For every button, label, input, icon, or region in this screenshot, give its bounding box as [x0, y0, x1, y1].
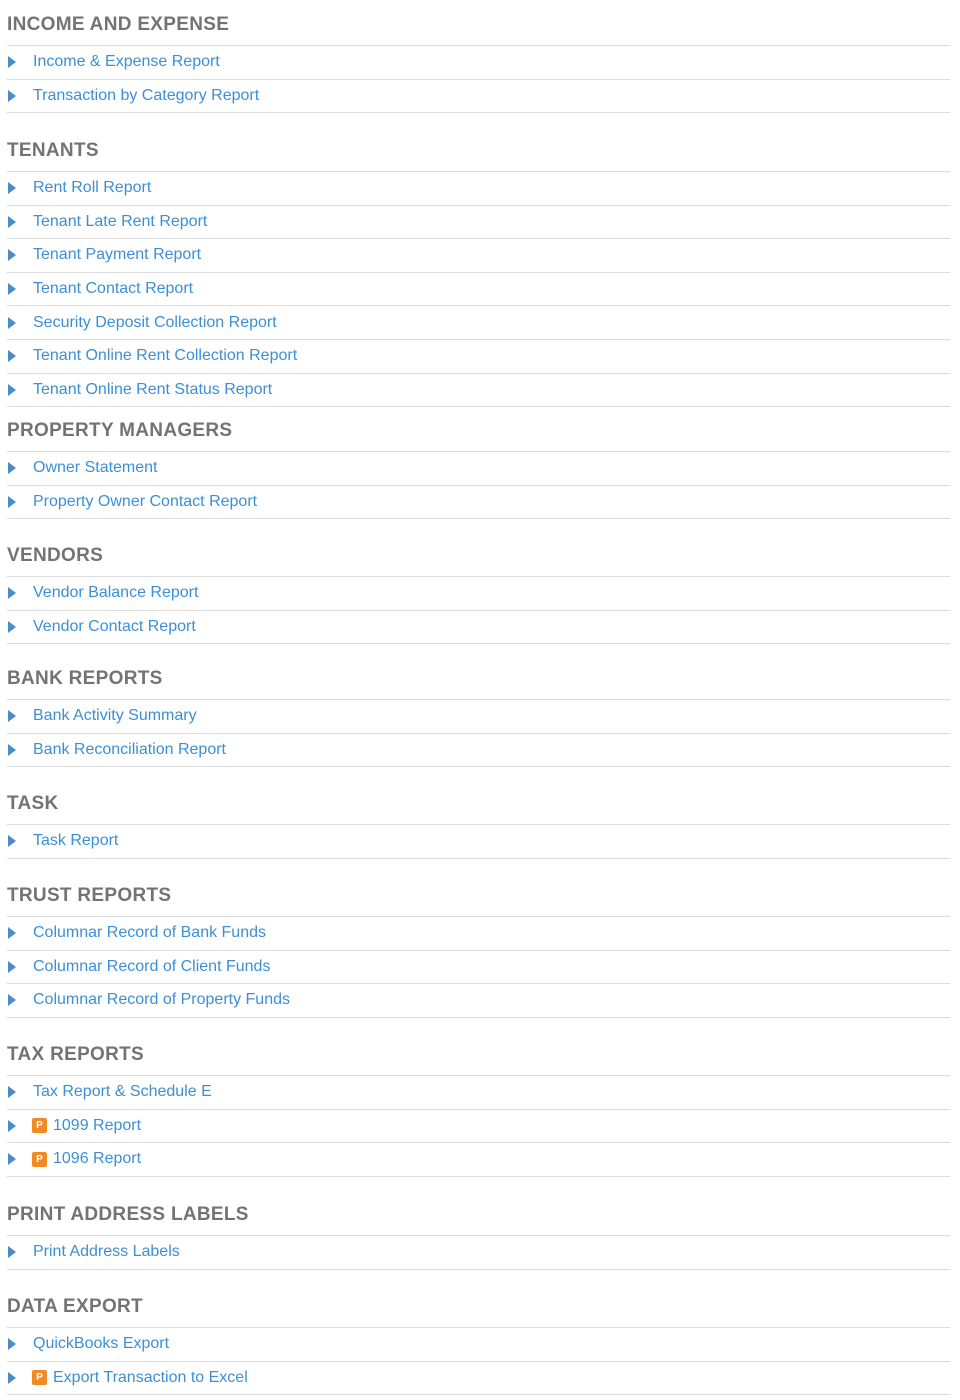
- report-link-label[interactable]: QuickBooks Export: [33, 1335, 170, 1353]
- report-link-bank-reconciliation[interactable]: [7, 734, 950, 768]
- section-title: PRINT ADDRESS LABELS: [7, 1198, 950, 1236]
- arrow-right-icon: [8, 350, 16, 362]
- report-link-label[interactable]: Tenant Online Rent Status Report: [33, 380, 273, 398]
- report-link-property-owner-contact[interactable]: [7, 486, 950, 520]
- section-title: PROPERTY MANAGERS: [7, 414, 950, 452]
- section-trust-reports: [7, 879, 950, 1018]
- report-link-owner-statement[interactable]: [7, 452, 950, 486]
- report-link-income-expense[interactable]: [7, 46, 950, 80]
- section-income-and-expense: [7, 8, 950, 113]
- arrow-right-icon: [8, 994, 16, 1006]
- section-title: INCOME AND EXPENSE: [7, 8, 950, 46]
- section-title: TASK: [7, 787, 950, 825]
- report-link-label[interactable]: Vendor Balance Report: [33, 584, 199, 602]
- report-link-label[interactable]: Tax Report & Schedule E: [33, 1083, 212, 1101]
- section-title: VENDORS: [7, 539, 950, 577]
- report-link-label[interactable]: Tenant Payment Report: [33, 246, 202, 264]
- section-title: DATA EXPORT: [7, 1290, 950, 1328]
- report-link-security-deposit[interactable]: [7, 306, 950, 340]
- premium-badge-icon: P: [32, 1152, 47, 1167]
- report-link-label[interactable]: Tenant Online Rent Collection Report: [33, 347, 298, 365]
- premium-badge-icon: P: [32, 1370, 47, 1385]
- arrow-right-icon: [8, 249, 16, 261]
- report-link-tax-schedule-e[interactable]: [7, 1076, 950, 1110]
- report-link-label[interactable]: Columnar Record of Bank Funds: [33, 924, 266, 942]
- section-print-address-labels: [7, 1198, 950, 1270]
- report-link-tenant-payment[interactable]: [7, 239, 950, 273]
- report-link-label[interactable]: Columnar Record of Client Funds: [33, 957, 271, 975]
- arrow-right-icon: [8, 961, 16, 973]
- report-link-label[interactable]: Tenant Late Rent Report: [33, 212, 208, 230]
- report-link-tenant-contact[interactable]: [7, 273, 950, 307]
- report-link-label[interactable]: Income & Expense Report: [33, 53, 220, 71]
- report-link-label[interactable]: Tenant Contact Report: [33, 280, 194, 298]
- arrow-right-icon: [8, 1086, 16, 1098]
- section-title: TAX REPORTS: [7, 1038, 950, 1076]
- arrow-right-icon: [8, 1372, 16, 1384]
- report-link-label[interactable]: Task Report: [33, 832, 119, 850]
- report-link-tenant-late-rent[interactable]: [7, 206, 950, 240]
- arrow-right-icon: [8, 1246, 16, 1258]
- report-link-quickbooks-export[interactable]: [7, 1328, 950, 1362]
- report-link-label[interactable]: Bank Activity Summary: [33, 707, 197, 725]
- report-link-online-rent-status[interactable]: [7, 374, 950, 408]
- section-property-managers: [7, 414, 950, 519]
- report-link-client-funds[interactable]: [7, 951, 950, 985]
- report-link-label[interactable]: Print Address Labels: [33, 1243, 180, 1261]
- report-link-vendor-contact[interactable]: [7, 611, 950, 645]
- report-link-task[interactable]: [7, 825, 950, 859]
- report-link-label[interactable]: Transaction by Category Report: [33, 86, 260, 104]
- report-link-export-excel[interactable]: [7, 1362, 950, 1396]
- report-link-label[interactable]: Rent Roll Report: [33, 179, 152, 197]
- report-link-transaction-by-category[interactable]: [7, 80, 950, 114]
- report-link-vendor-balance[interactable]: [7, 577, 950, 611]
- arrow-right-icon: [8, 283, 16, 295]
- report-link-label[interactable]: Vendor Contact Report: [33, 617, 196, 635]
- report-link-label[interactable]: Bank Reconciliation Report: [33, 740, 226, 758]
- section-tenants: [7, 134, 950, 407]
- report-link-bank-activity[interactable]: [7, 700, 950, 734]
- report-link-label[interactable]: Security Deposit Collection Report: [33, 313, 277, 331]
- report-link-rent-roll[interactable]: [7, 172, 950, 206]
- arrow-right-icon: [8, 587, 16, 599]
- section-data-export: [7, 1290, 950, 1395]
- report-link-online-rent-collection[interactable]: [7, 340, 950, 374]
- arrow-right-icon: [8, 1338, 16, 1350]
- arrow-right-icon: [8, 182, 16, 194]
- arrow-right-icon: [8, 462, 16, 474]
- report-link-label[interactable]: Property Owner Contact Report: [33, 492, 258, 510]
- premium-badge-icon: P: [32, 1118, 47, 1133]
- section-title: TRUST REPORTS: [7, 879, 950, 917]
- section-bank-reports: [7, 662, 950, 767]
- report-link-property-funds[interactable]: [7, 984, 950, 1018]
- report-link-label[interactable]: Export Transaction to Excel: [53, 1368, 248, 1386]
- arrow-right-icon: [8, 621, 16, 633]
- arrow-right-icon: [8, 56, 16, 68]
- section-vendors: [7, 539, 950, 644]
- arrow-right-icon: [8, 710, 16, 722]
- arrow-right-icon: [8, 744, 16, 756]
- arrow-right-icon: [8, 90, 16, 102]
- report-link-1099[interactable]: [7, 1110, 950, 1144]
- arrow-right-icon: [8, 927, 16, 939]
- section-tax-reports: [7, 1038, 950, 1177]
- report-link-label[interactable]: Owner Statement: [33, 459, 158, 477]
- section-task: [7, 787, 950, 859]
- arrow-right-icon: [8, 216, 16, 228]
- report-link-label[interactable]: Columnar Record of Property Funds: [33, 991, 290, 1009]
- report-link-label[interactable]: 1096 Report: [53, 1150, 142, 1168]
- section-title: TENANTS: [7, 134, 950, 172]
- arrow-right-icon: [8, 496, 16, 508]
- arrow-right-icon: [8, 384, 16, 396]
- report-link-print-address-labels[interactable]: [7, 1236, 950, 1270]
- report-link-label[interactable]: 1099 Report: [53, 1116, 142, 1134]
- arrow-right-icon: [8, 835, 16, 847]
- section-title: BANK REPORTS: [7, 662, 950, 700]
- arrow-right-icon: [8, 1120, 16, 1132]
- arrow-right-icon: [8, 317, 16, 329]
- arrow-right-icon: [8, 1153, 16, 1165]
- report-link-bank-funds[interactable]: [7, 917, 950, 951]
- report-link-1096[interactable]: [7, 1143, 950, 1177]
